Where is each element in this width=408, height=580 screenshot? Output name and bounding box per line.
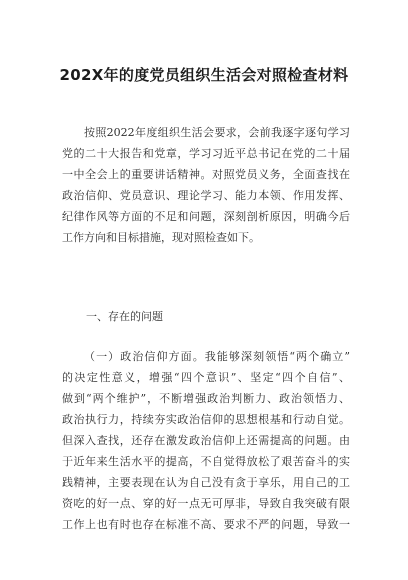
section-heading: 一、存在的问题: [86, 310, 163, 323]
section1-paragraph: [62, 346, 350, 535]
text-line: 一中全会上的重要讲话精神。对照党员义务，全面查找在: [62, 168, 350, 181]
text-line: 党的二十大报告和党章，学习习近平总书记在党的二十届: [62, 147, 350, 160]
text-line: 的决定性意义，增强“四个意识”、坚定“四个自信”、: [62, 371, 350, 384]
text-line: 资吃的好一点、穿的好一点无可厚非，导致自我突破有限: [62, 497, 350, 510]
text-line: 践精神，主要表现在认为自己没有贪于享乐，用自己的工: [62, 476, 350, 489]
text-line: 按照2022年度组织生活会要求，会前我逐字逐句学习: [84, 126, 350, 139]
text-line: 于近年来生活水平的提高，不自觉得放松了艰苦奋斗的实: [62, 455, 350, 468]
text-line: 政治执行力，持续夯实政治信仰的思想根基和行动自觉。: [62, 413, 350, 426]
document-title: 202X年的度党员组织生活会对照检查材料: [59, 66, 349, 84]
text-line: 纪律作风等方面的不足和问题，深刻剖析原因，明确今后: [62, 210, 350, 223]
text-line: 工作方向和目标措施，现对照检查如下。: [62, 231, 260, 244]
text-line: 工作上也有时也存在标准不高、要求不严的问题，导致一: [62, 518, 350, 531]
text-line: 但深入查找，还存在激发政治信仰上还需提高的问题。由: [62, 434, 350, 447]
text-line: （一）政治信仰方面。我能够深刻领悟“两个确立”: [84, 350, 350, 363]
intro-paragraph: [62, 122, 350, 248]
text-line: 做到“两个维护”，不断增强政治判断力、政治领悟力、: [62, 392, 350, 405]
text-line: 政治信仰、党员意识、理论学习、能力本领、作用发挥、: [62, 189, 350, 202]
